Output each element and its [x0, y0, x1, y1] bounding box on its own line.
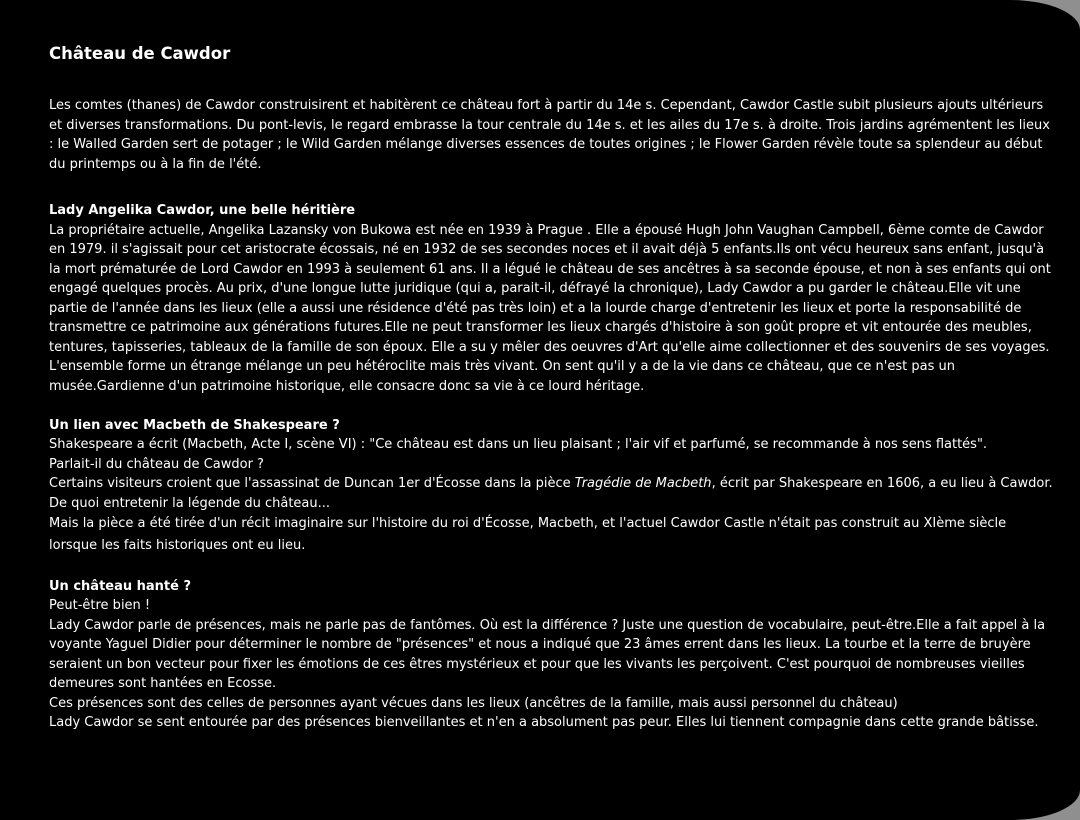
page-title: Château de Cawdor	[49, 44, 231, 63]
visitors-line	[49, 474, 1058, 494]
presences-line: Lady Cawdor parle de présences, mais ne parle pas de fantômes. Où est la différence ? Juste une question de vocabulaire, peut-être.Elle a fait appel à la voyante Yaguel Didier pour déterminer le nombre de "présences" et nous a indiqué que 23 âmes errent dans les lieux. La tourbe et la terre de bruyère seraient un bon vecteur pour fixer les émotions de ces êtres mystérieux et pour que les vivants les perçoivent. C'est pourquoi de nombreuses vieilles demeures sont hantées en Ecosse.	[49, 617, 1046, 691]
section-macbeth	[49, 416, 1058, 558]
visitors-text: Certains visiteurs croient que l'assassinat de Duncan 1er d'Écosse dans la pièce	[49, 476, 575, 491]
legend-line: De quoi entretenir la légende du château...	[49, 495, 331, 511]
section-heading: Un lien avec Macbeth de Shakespeare ?	[49, 417, 340, 433]
companionship-line: Lady Cawdor se sent entourée par des présences bienveillantes et n'en a absolument pas peur. Elles lui tiennent compagnie dans cette grande bâtisse.	[49, 715, 1039, 730]
section-heritiere	[49, 201, 1058, 396]
answer-line: Peut-être bien !	[49, 598, 151, 613]
section-body: La propriétaire actuelle, Angelika Lazansky von Bukowa est née en 1939 à Prague . Elle a épousé Hugh John Vaughan Campbell, 6ème comte de Cawdor en 1979. il s'agissait pour cet aristocrate écossais, né en 1932 de ses secondes noces et il avait déjà 5 enfants.Ils ont vécu heureux sans enfant, jusqu'à la mort prématurée de Lord Cawdor en 1993 à seulement 61 ans. Il a légué le château de ses ancêtres à sa seconde épouse, et non à ses enfants qui ont engagé quelques procès. Au prix, d'une longue lutte juridique (qui a, parait-il, défrayé la chronique), Lady Cawdor a pu garder le château.Elle vit une partie de l'année dans les lieux (elle a aussi une résidence d'été pas très loin) et a la lourde charge d'entretenir les lieux et porte la responsabilité de transmettre ce patrimoine aux générations futures.Elle ne peut transformer les lieux chargés d'histoire à son goût propre et vit entourée des meubles, tentures, tapisseries, tableaux de la famille de son époux. Elle a su y mêler des oeuvres d'Art qu'elle aime collectionner et des souvenirs de ses voyages. L'ensemble forme un étrange mélange un peu hétéroclite mais très vivant. On sent qu'il y a de la vie dans ce château, que ce n'est pas un musée.Gardienne d'un patrimoine historique, elle consacre donc sa vie à ce lourd héritage.	[49, 222, 1051, 394]
play-title: Tragédie de Macbeth	[574, 476, 712, 491]
visitors-text-end: , écrit par Shakespeare en 1606, a eu lieu à Cawdor.	[711, 476, 1053, 491]
ancestors-line: Ces présences sont des celles de personnes ayant vécues dans les lieux (ancêtres de la famille, mais aussi personnel du château)	[49, 695, 898, 711]
question-line: Parlait-il du château de Cawdor ?	[49, 456, 264, 472]
section-hante	[49, 577, 1058, 733]
history-line: Mais la pièce a été tirée d'un récit imaginaire sur l'histoire du roi d'Écosse, Macbeth, et l'actuel Cawdor Castle n'était pas construit au XIème siècle lorsque les faits historiques ont eu lieu.	[49, 516, 1007, 553]
intro-paragraph: Les comtes (thanes) de Cawdor construisirent et habitèrent ce château fort à partir du 14e s. Cependant, Cawdor Castle subit plusieurs ajouts ultérieurs et diverses transformations. Du pont-levis, le regard embrasse la tour centrale du 14e s. et les ailes du 17e s. à droite. Trois jardins agrémentent les lieux : le Walled Garden sert de potager ; le Wild Garden mélange diverses essences de toutes origines ; le Flower Garden révèle toute sa splendeur au début du printemps ou à la fin de l'été.	[49, 98, 1050, 172]
quote-line: Shakespeare a écrit (Macbeth, Acte I, scène VI) : "Ce château est dans un lieu plaisant ; l'air vif et parfumé, se recommande à nos sens flattés".	[49, 437, 988, 452]
section-heading: Un château hanté ?	[49, 578, 192, 594]
section-heading: Lady Angelika Cawdor, une belle héritière	[49, 203, 356, 218]
